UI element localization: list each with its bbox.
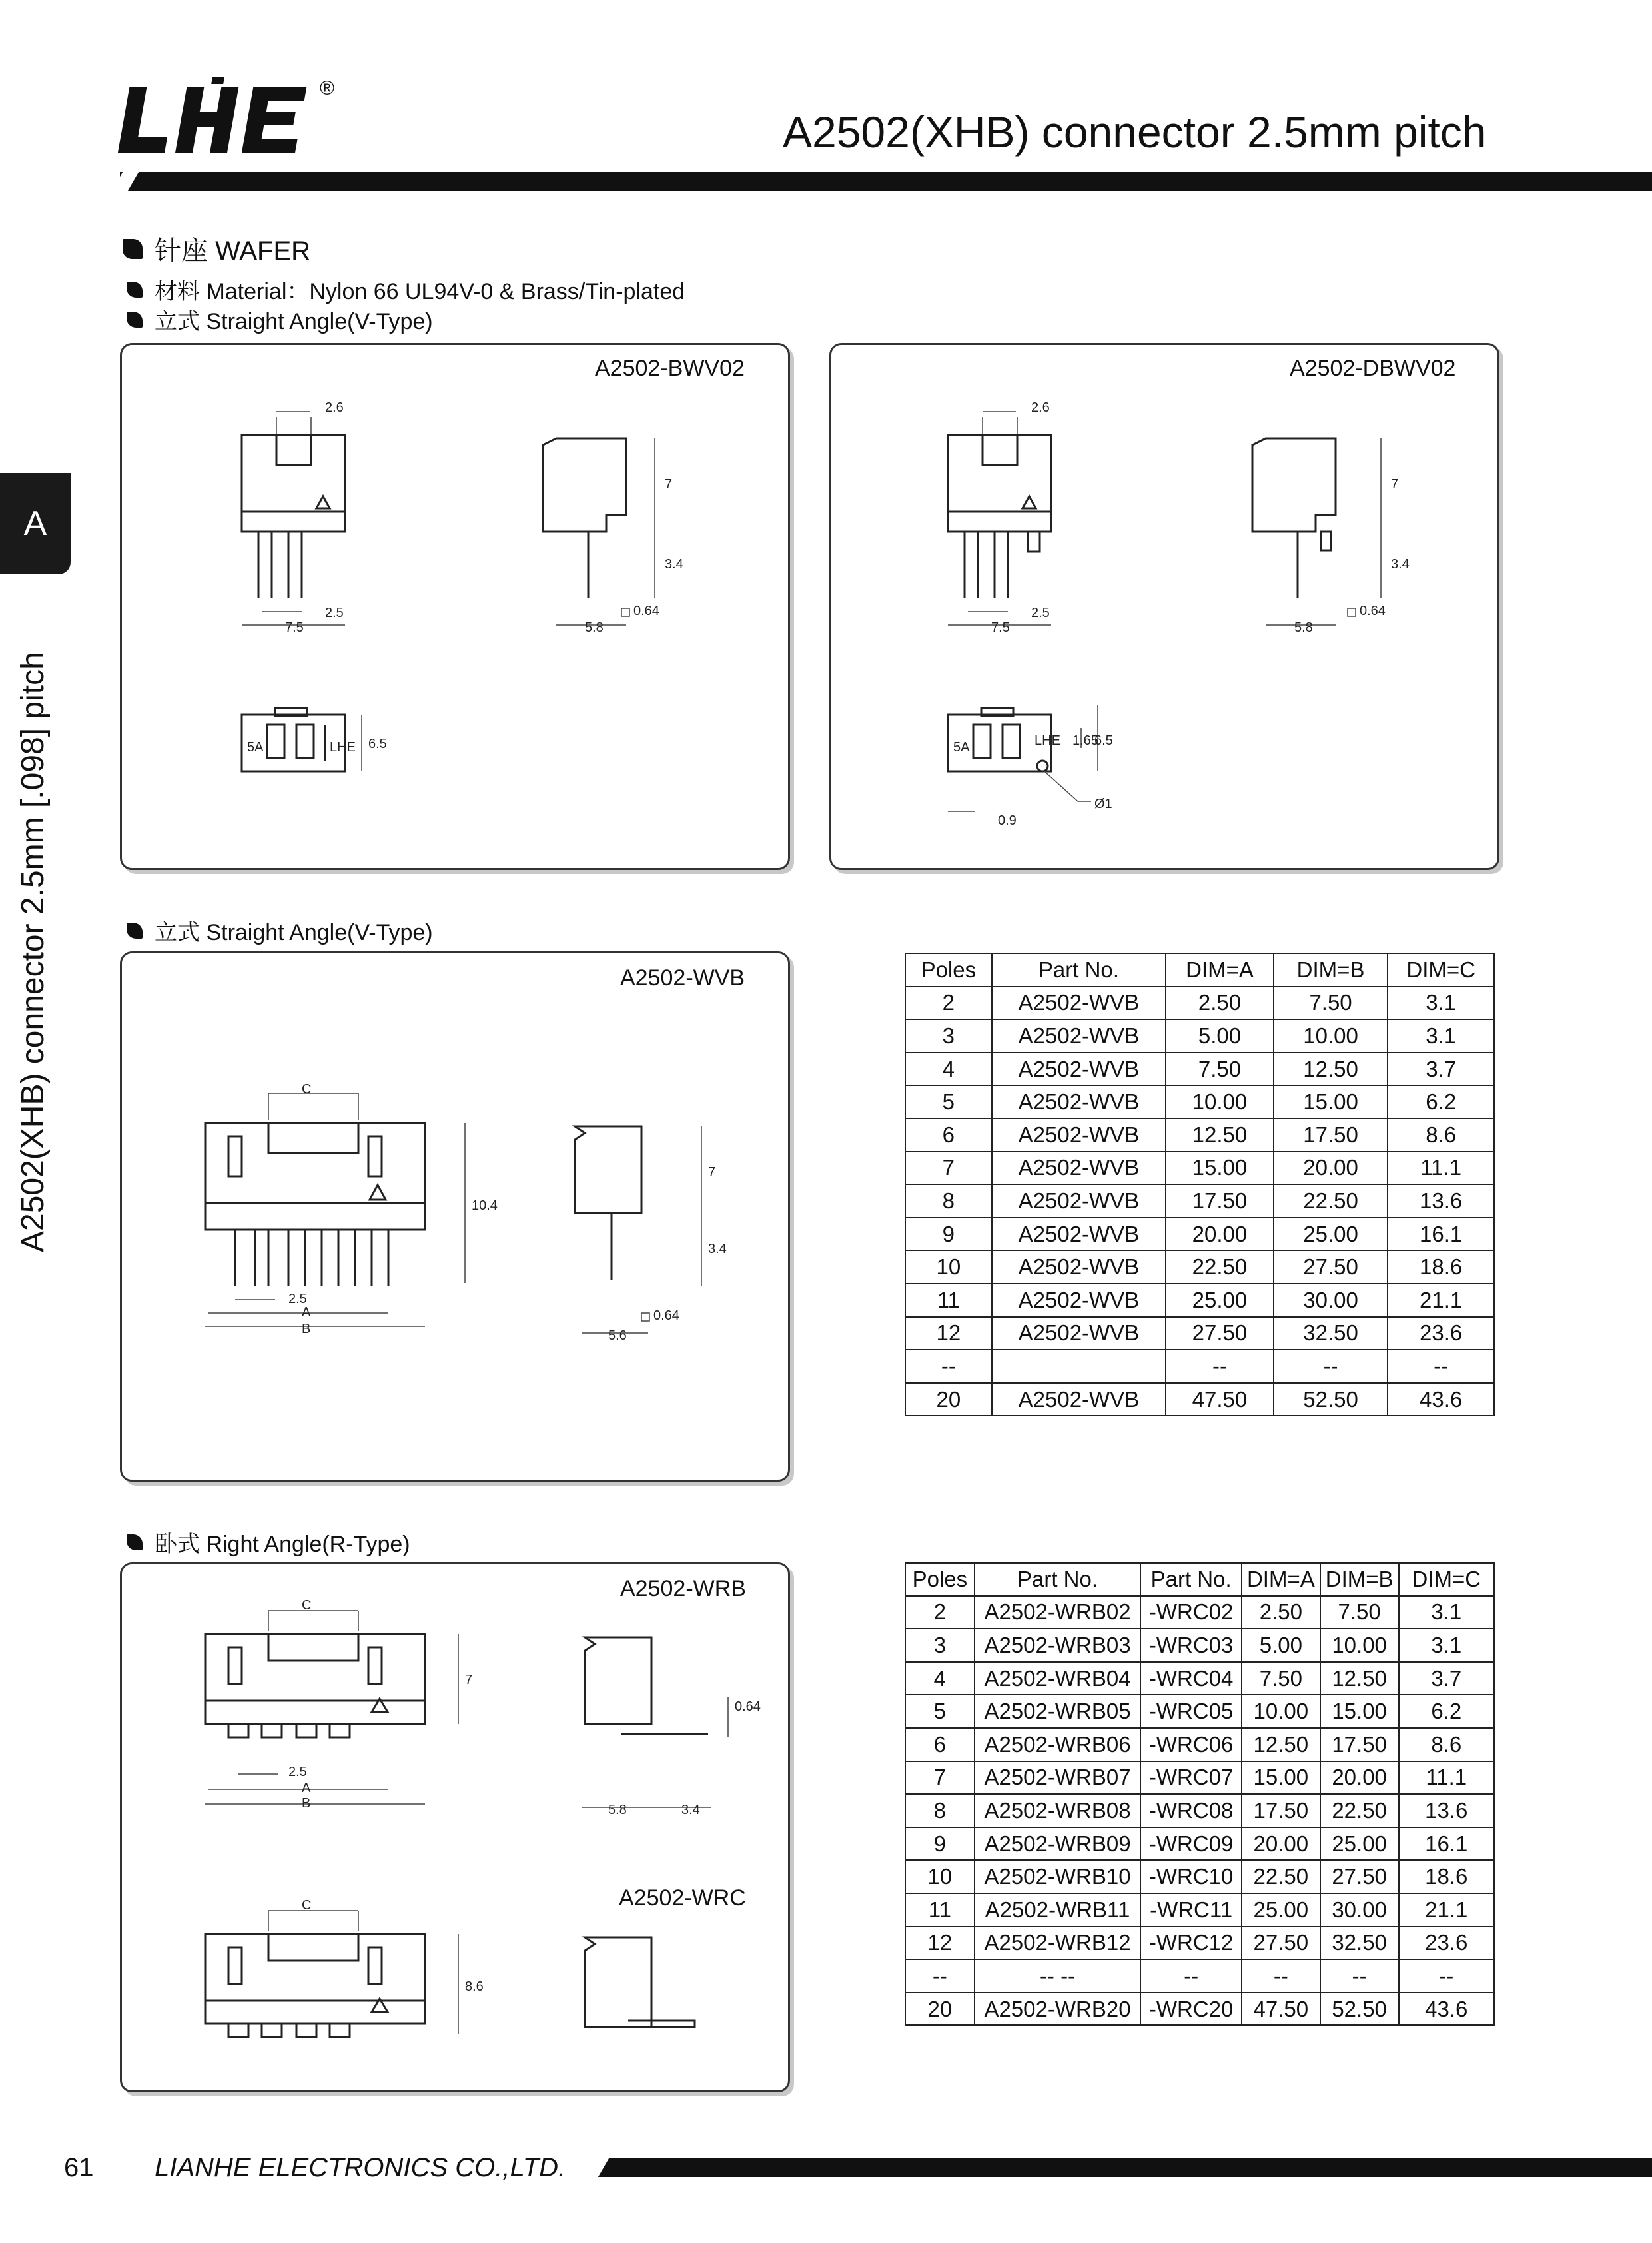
table-cell: 27.50 <box>1242 1927 1320 1960</box>
table-cell: 20.00 <box>1242 1827 1320 1861</box>
table-cell: 17.50 <box>1242 1794 1320 1827</box>
table-cell: 22.50 <box>1166 1250 1274 1284</box>
table-cell: 7 <box>905 1152 992 1185</box>
table-cell: 10.00 <box>1274 1019 1388 1053</box>
table-cell: A2502-WRB09 <box>975 1827 1141 1861</box>
svg-text:A: A <box>302 1781 311 1795</box>
table-cell: 10.00 <box>1320 1629 1399 1662</box>
table-cell: 43.6 <box>1388 1383 1494 1416</box>
table-cell: 12.50 <box>1242 1728 1320 1761</box>
table-cell: A2502-WVB <box>992 1019 1166 1053</box>
svg-text:7.5: 7.5 <box>991 620 1010 635</box>
svg-text:0.64: 0.64 <box>633 604 659 618</box>
wrb-drawing <box>122 1564 788 2090</box>
table-row <box>905 1284 1494 1317</box>
svg-text:7.5: 7.5 <box>285 620 304 635</box>
table-cell: 32.50 <box>1274 1317 1388 1350</box>
table-cell: 3.7 <box>1388 1053 1494 1086</box>
table-cell: A2502-WRB10 <box>975 1860 1141 1893</box>
wafer-heading: 针座 WAFER <box>123 230 310 268</box>
table-header-row <box>905 1563 1494 1596</box>
side-vertical-title: A2502(XHB) connector 2.5mm [.098] pitch <box>15 652 51 1252</box>
table-cell: 43.6 <box>1399 1993 1494 2026</box>
table-cell: 13.6 <box>1388 1184 1494 1218</box>
table-cell: -WRC08 <box>1140 1794 1242 1827</box>
table-cell: 8.6 <box>1388 1119 1494 1152</box>
table-header-cell: Poles <box>905 953 992 987</box>
table-cell: -- <box>1242 1959 1320 1993</box>
table-row <box>905 1993 1494 2026</box>
table-cell: A2502-WVB <box>992 1383 1166 1416</box>
svg-text:7: 7 <box>1391 477 1399 492</box>
svg-text:Ø1: Ø1 <box>1094 797 1112 811</box>
svg-text:7: 7 <box>708 1165 716 1180</box>
table-cell: 22.50 <box>1320 1794 1399 1827</box>
table-cell: A2502-WRB20 <box>975 1993 1141 2026</box>
table-row <box>905 1119 1494 1152</box>
svg-text:2.5: 2.5 <box>288 1765 307 1779</box>
table-cell: 47.50 <box>1166 1383 1274 1416</box>
table-cell: 8 <box>905 1794 975 1827</box>
table-cell: -WRC06 <box>1140 1728 1242 1761</box>
svg-text:2.5: 2.5 <box>325 606 344 620</box>
table-cell: 2 <box>905 1596 975 1629</box>
bullet-icon <box>127 1534 143 1550</box>
svg-text:5.6: 5.6 <box>608 1328 627 1343</box>
table-cell: 22.50 <box>1274 1184 1388 1218</box>
bullet-icon <box>127 312 143 328</box>
table-row <box>905 1827 1494 1861</box>
svg-text:B: B <box>302 1322 311 1336</box>
table-header-cell: Part No. <box>992 953 1166 987</box>
table-cell: A2502-WVB <box>992 1119 1166 1152</box>
table-cell: -- <box>905 1350 992 1383</box>
table-cell: 11 <box>905 1893 975 1927</box>
bwv02-drawing <box>122 345 788 868</box>
table-row <box>905 1761 1494 1795</box>
table-row <box>905 1250 1494 1284</box>
table-cell: 27.50 <box>1320 1860 1399 1893</box>
table-row <box>905 1053 1494 1086</box>
table-header-row <box>905 953 1494 987</box>
table-cell: 6 <box>905 1119 992 1152</box>
top-mark-logo: LHE <box>1034 733 1060 748</box>
table-cell: 3 <box>905 1629 975 1662</box>
svg-text:0.64: 0.64 <box>735 1699 761 1714</box>
table-cell: A2502-WVB <box>992 1218 1166 1251</box>
table-cell: A2502-WRB11 <box>975 1893 1141 1927</box>
table-cell: 17.50 <box>1320 1728 1399 1761</box>
table-cell: -- <box>1320 1959 1399 1993</box>
table-cell: -WRC03 <box>1140 1629 1242 1662</box>
table-cell: 9 <box>905 1218 992 1251</box>
panel-label: A2502-WRB <box>620 1576 746 1601</box>
table-cell: 10.00 <box>1166 1085 1274 1119</box>
table-cell: 3.1 <box>1388 1019 1494 1053</box>
table-cell: A2502-WRB04 <box>975 1662 1141 1695</box>
table-cell: A2502-WRB06 <box>975 1728 1141 1761</box>
table-cell: 8 <box>905 1184 992 1218</box>
svg-text:6.5: 6.5 <box>368 737 387 751</box>
table-cell: 21.1 <box>1388 1284 1494 1317</box>
wrb-spec-table <box>905 1562 1495 2026</box>
header-rule <box>120 172 1652 191</box>
table-cell: A2502-WVB <box>992 987 1166 1020</box>
svg-text:0.64: 0.64 <box>1360 604 1386 618</box>
svg-text:7: 7 <box>665 477 673 492</box>
table-header-cell: DIM=C <box>1388 953 1494 987</box>
table-cell: 5 <box>905 1085 992 1119</box>
svg-text:7: 7 <box>465 1673 473 1687</box>
footer-rule <box>613 2158 1652 2177</box>
table-cell: 12.50 <box>1274 1053 1388 1086</box>
top-mark-5a: 5A <box>953 740 970 755</box>
svg-text:3.4: 3.4 <box>1391 557 1410 572</box>
table-header-cell: DIM=A <box>1242 1563 1320 1596</box>
table-cell: -WRC05 <box>1140 1695 1242 1728</box>
table-cell: 52.50 <box>1320 1993 1399 2026</box>
table-cell: 12.50 <box>1166 1119 1274 1152</box>
table-cell: 6 <box>905 1728 975 1761</box>
table-cell: 5 <box>905 1695 975 1728</box>
panel-wrb <box>120 1562 790 2092</box>
table-cell: 25.00 <box>1166 1284 1274 1317</box>
wrb-heading: 卧式 Right Angle(R-Type) <box>127 1526 410 1558</box>
table-row <box>905 1959 1494 1993</box>
svg-text:10.4: 10.4 <box>472 1198 498 1213</box>
table-row <box>905 1218 1494 1251</box>
table-row <box>905 1184 1494 1218</box>
table-cell: -- <box>1166 1350 1274 1383</box>
table-cell: 7.50 <box>1166 1053 1274 1086</box>
registered-mark: ® <box>320 77 335 99</box>
svg-text:0.9: 0.9 <box>998 813 1017 828</box>
table-cell: 25.00 <box>1274 1218 1388 1251</box>
table-row <box>905 1662 1494 1695</box>
panel-wvb <box>120 951 790 1482</box>
table-cell: 20 <box>905 1383 992 1416</box>
table-cell: 4 <box>905 1053 992 1086</box>
table-cell: 3.1 <box>1388 987 1494 1020</box>
page-title: A2502(XHB) connector 2.5mm pitch <box>783 107 1487 157</box>
table-cell: 15.00 <box>1166 1152 1274 1185</box>
panel-bwv02 <box>120 343 790 870</box>
table-cell: A2502-WRB05 <box>975 1695 1141 1728</box>
svg-text:5.8: 5.8 <box>585 620 604 635</box>
table-row <box>905 1152 1494 1185</box>
table-cell: -WRC10 <box>1140 1860 1242 1893</box>
table-row <box>905 1629 1494 1662</box>
table-cell: 20.00 <box>1320 1761 1399 1795</box>
table-header-cell: Poles <box>905 1563 975 1596</box>
table-header-cell: DIM=C <box>1399 1563 1494 1596</box>
table-cell: A2502-WVB <box>992 1184 1166 1218</box>
table-cell: 27.50 <box>1274 1250 1388 1284</box>
top-mark-logo: LHE <box>330 740 356 755</box>
table-header-cell: Part No. <box>1140 1563 1242 1596</box>
table-cell: 13.6 <box>1399 1794 1494 1827</box>
panel-label-2: A2502-WRC <box>619 1885 746 1911</box>
table-cell: -- -- <box>975 1959 1141 1993</box>
table-row <box>905 1893 1494 1927</box>
table-cell: 30.00 <box>1274 1284 1388 1317</box>
table-header-cell: Part No. <box>975 1563 1141 1596</box>
table-cell: -- <box>1140 1959 1242 1993</box>
table-cell: 16.1 <box>1399 1827 1494 1861</box>
table-cell: 20.00 <box>1166 1218 1274 1251</box>
svg-text:2.6: 2.6 <box>1031 400 1050 415</box>
table-cell <box>992 1350 1166 1383</box>
table-cell: 18.6 <box>1388 1250 1494 1284</box>
table-row <box>905 1695 1494 1728</box>
svg-text:5.8: 5.8 <box>608 1803 627 1817</box>
table-cell: 15.00 <box>1320 1695 1399 1728</box>
section-tab <box>0 473 71 574</box>
table-cell: A2502-WRB03 <box>975 1629 1141 1662</box>
table-row <box>905 1927 1494 1960</box>
table-cell: 21.1 <box>1399 1893 1494 1927</box>
bullet-icon <box>127 282 143 298</box>
table-cell: -WRC02 <box>1140 1596 1242 1629</box>
svg-text:B: B <box>302 1796 311 1811</box>
table-cell: 10 <box>905 1250 992 1284</box>
table-cell: A2502-WVB <box>992 1317 1166 1350</box>
svg-text:C: C <box>302 1598 312 1613</box>
page-number: 61 <box>64 2153 94 2182</box>
table-cell: 20 <box>905 1993 975 2026</box>
bullet-icon <box>127 923 143 939</box>
table-cell: 11.1 <box>1399 1761 1494 1795</box>
svg-text:A: A <box>302 1305 311 1320</box>
table-row <box>905 987 1494 1020</box>
table-cell: 8.6 <box>1399 1728 1494 1761</box>
table-cell: A2502-WRB02 <box>975 1596 1141 1629</box>
table-row <box>905 1794 1494 1827</box>
svg-text:2.5: 2.5 <box>288 1292 307 1306</box>
table-cell: 22.50 <box>1242 1860 1320 1893</box>
table-cell: -- <box>905 1959 975 1993</box>
table-cell: 10.00 <box>1242 1695 1320 1728</box>
table-cell: A2502-WVB <box>992 1085 1166 1119</box>
table-cell: 23.6 <box>1399 1927 1494 1960</box>
table-cell: -WRC12 <box>1140 1927 1242 1960</box>
panel-label: A2502-BWV02 <box>595 356 745 381</box>
table-cell: 30.00 <box>1320 1893 1399 1927</box>
table-cell: 5.00 <box>1166 1019 1274 1053</box>
table-cell: A2502-WRB07 <box>975 1761 1141 1795</box>
company-logo <box>113 73 353 167</box>
table-cell: -WRC04 <box>1140 1662 1242 1695</box>
straight-angle-line: 立式 Straight Angle(V-Type) <box>127 303 433 336</box>
table-cell: 3.7 <box>1399 1662 1494 1695</box>
svg-text:5.8: 5.8 <box>1294 620 1313 635</box>
table-cell: A2502-WRB12 <box>975 1927 1141 1960</box>
table-cell: 17.50 <box>1274 1119 1388 1152</box>
dbwv02-drawing <box>831 345 1497 868</box>
table-cell: -WRC11 <box>1140 1893 1242 1927</box>
table-cell: 10 <box>905 1860 975 1893</box>
table-cell: A2502-WRB08 <box>975 1794 1141 1827</box>
wvb-spec-table <box>905 953 1495 1416</box>
panel-label: A2502-DBWV02 <box>1290 356 1456 381</box>
table-cell: A2502-WVB <box>992 1053 1166 1086</box>
table-cell: 7 <box>905 1761 975 1795</box>
table-cell: -- <box>1399 1959 1494 1993</box>
svg-text:3.4: 3.4 <box>708 1242 727 1256</box>
table-cell: A2502-WVB <box>992 1250 1166 1284</box>
section-tab-letter: A <box>23 504 47 543</box>
table-row <box>905 1317 1494 1350</box>
table-cell: 11.1 <box>1388 1152 1494 1185</box>
table-cell: -- <box>1274 1350 1388 1383</box>
company-name: LIANHE ELECTRONICS CO.,LTD. <box>155 2153 566 2182</box>
table-cell: 2.50 <box>1242 1596 1320 1629</box>
table-cell: -WRC07 <box>1140 1761 1242 1795</box>
top-mark-5a: 5A <box>247 740 264 755</box>
svg-text:0.64: 0.64 <box>653 1308 679 1323</box>
table-cell: 3.1 <box>1399 1629 1494 1662</box>
table-cell: 47.50 <box>1242 1993 1320 2026</box>
table-cell: 7.50 <box>1274 987 1388 1020</box>
svg-text:C: C <box>302 1898 312 1913</box>
table-cell: A2502-WVB <box>992 1284 1166 1317</box>
table-cell: 2.50 <box>1166 987 1274 1020</box>
panel-dbwv02 <box>829 343 1499 870</box>
table-cell: A2502-WVB <box>992 1152 1166 1185</box>
table-cell: 3.1 <box>1399 1596 1494 1629</box>
table-cell: 27.50 <box>1166 1317 1274 1350</box>
table-row <box>905 1596 1494 1629</box>
table-row <box>905 1019 1494 1053</box>
table-header-cell: DIM=A <box>1166 953 1274 987</box>
table-cell: 12 <box>905 1927 975 1960</box>
table-row <box>905 1350 1494 1383</box>
table-cell: 11 <box>905 1284 992 1317</box>
table-cell: 12.50 <box>1320 1662 1399 1695</box>
table-cell: 2 <box>905 987 992 1020</box>
svg-text:6.5: 6.5 <box>1094 733 1113 748</box>
table-cell: 52.50 <box>1274 1383 1388 1416</box>
material-line: 材料 Material：Nylon 66 UL94V-0 & Brass/Tin-plated <box>127 273 685 306</box>
table-header-cell: DIM=B <box>1274 953 1388 987</box>
table-row <box>905 1860 1494 1893</box>
table-cell: 32.50 <box>1320 1927 1399 1960</box>
table-cell: 12 <box>905 1317 992 1350</box>
svg-text:2.6: 2.6 <box>325 400 344 415</box>
table-cell: 7.50 <box>1242 1662 1320 1695</box>
table-cell: 6.2 <box>1388 1085 1494 1119</box>
svg-text:1.65: 1.65 <box>1072 733 1098 748</box>
table-cell: 16.1 <box>1388 1218 1494 1251</box>
table-cell: 25.00 <box>1320 1827 1399 1861</box>
table-cell: 5.00 <box>1242 1629 1320 1662</box>
table-cell: -- <box>1388 1350 1494 1383</box>
table-cell: 15.00 <box>1242 1761 1320 1795</box>
table-cell: 9 <box>905 1827 975 1861</box>
table-cell: 20.00 <box>1274 1152 1388 1185</box>
table-cell: 6.2 <box>1399 1695 1494 1728</box>
panel-label: A2502-WVB <box>620 965 745 991</box>
table-cell: 23.6 <box>1388 1317 1494 1350</box>
table-header-cell: DIM=B <box>1320 1563 1399 1596</box>
table-cell: 15.00 <box>1274 1085 1388 1119</box>
wvb-heading: 立式 Straight Angle(V-Type) <box>127 914 433 947</box>
wvb-drawing <box>122 953 788 1480</box>
table-cell: 3 <box>905 1019 992 1053</box>
table-cell: -WRC20 <box>1140 1993 1242 2026</box>
table-cell: -WRC09 <box>1140 1827 1242 1861</box>
table-row <box>905 1728 1494 1761</box>
table-cell: 7.50 <box>1320 1596 1399 1629</box>
svg-text:3.4: 3.4 <box>681 1803 700 1817</box>
table-cell: 4 <box>905 1662 975 1695</box>
bullet-icon <box>123 239 143 259</box>
table-cell: 25.00 <box>1242 1893 1320 1927</box>
svg-text:C: C <box>302 1082 312 1097</box>
table-cell: 18.6 <box>1399 1860 1494 1893</box>
table-cell: 17.50 <box>1166 1184 1274 1218</box>
svg-text:8.6: 8.6 <box>465 1979 484 1994</box>
svg-text:3.4: 3.4 <box>665 557 683 572</box>
table-row <box>905 1085 1494 1119</box>
svg-text:2.5: 2.5 <box>1031 606 1050 620</box>
table-row <box>905 1383 1494 1416</box>
